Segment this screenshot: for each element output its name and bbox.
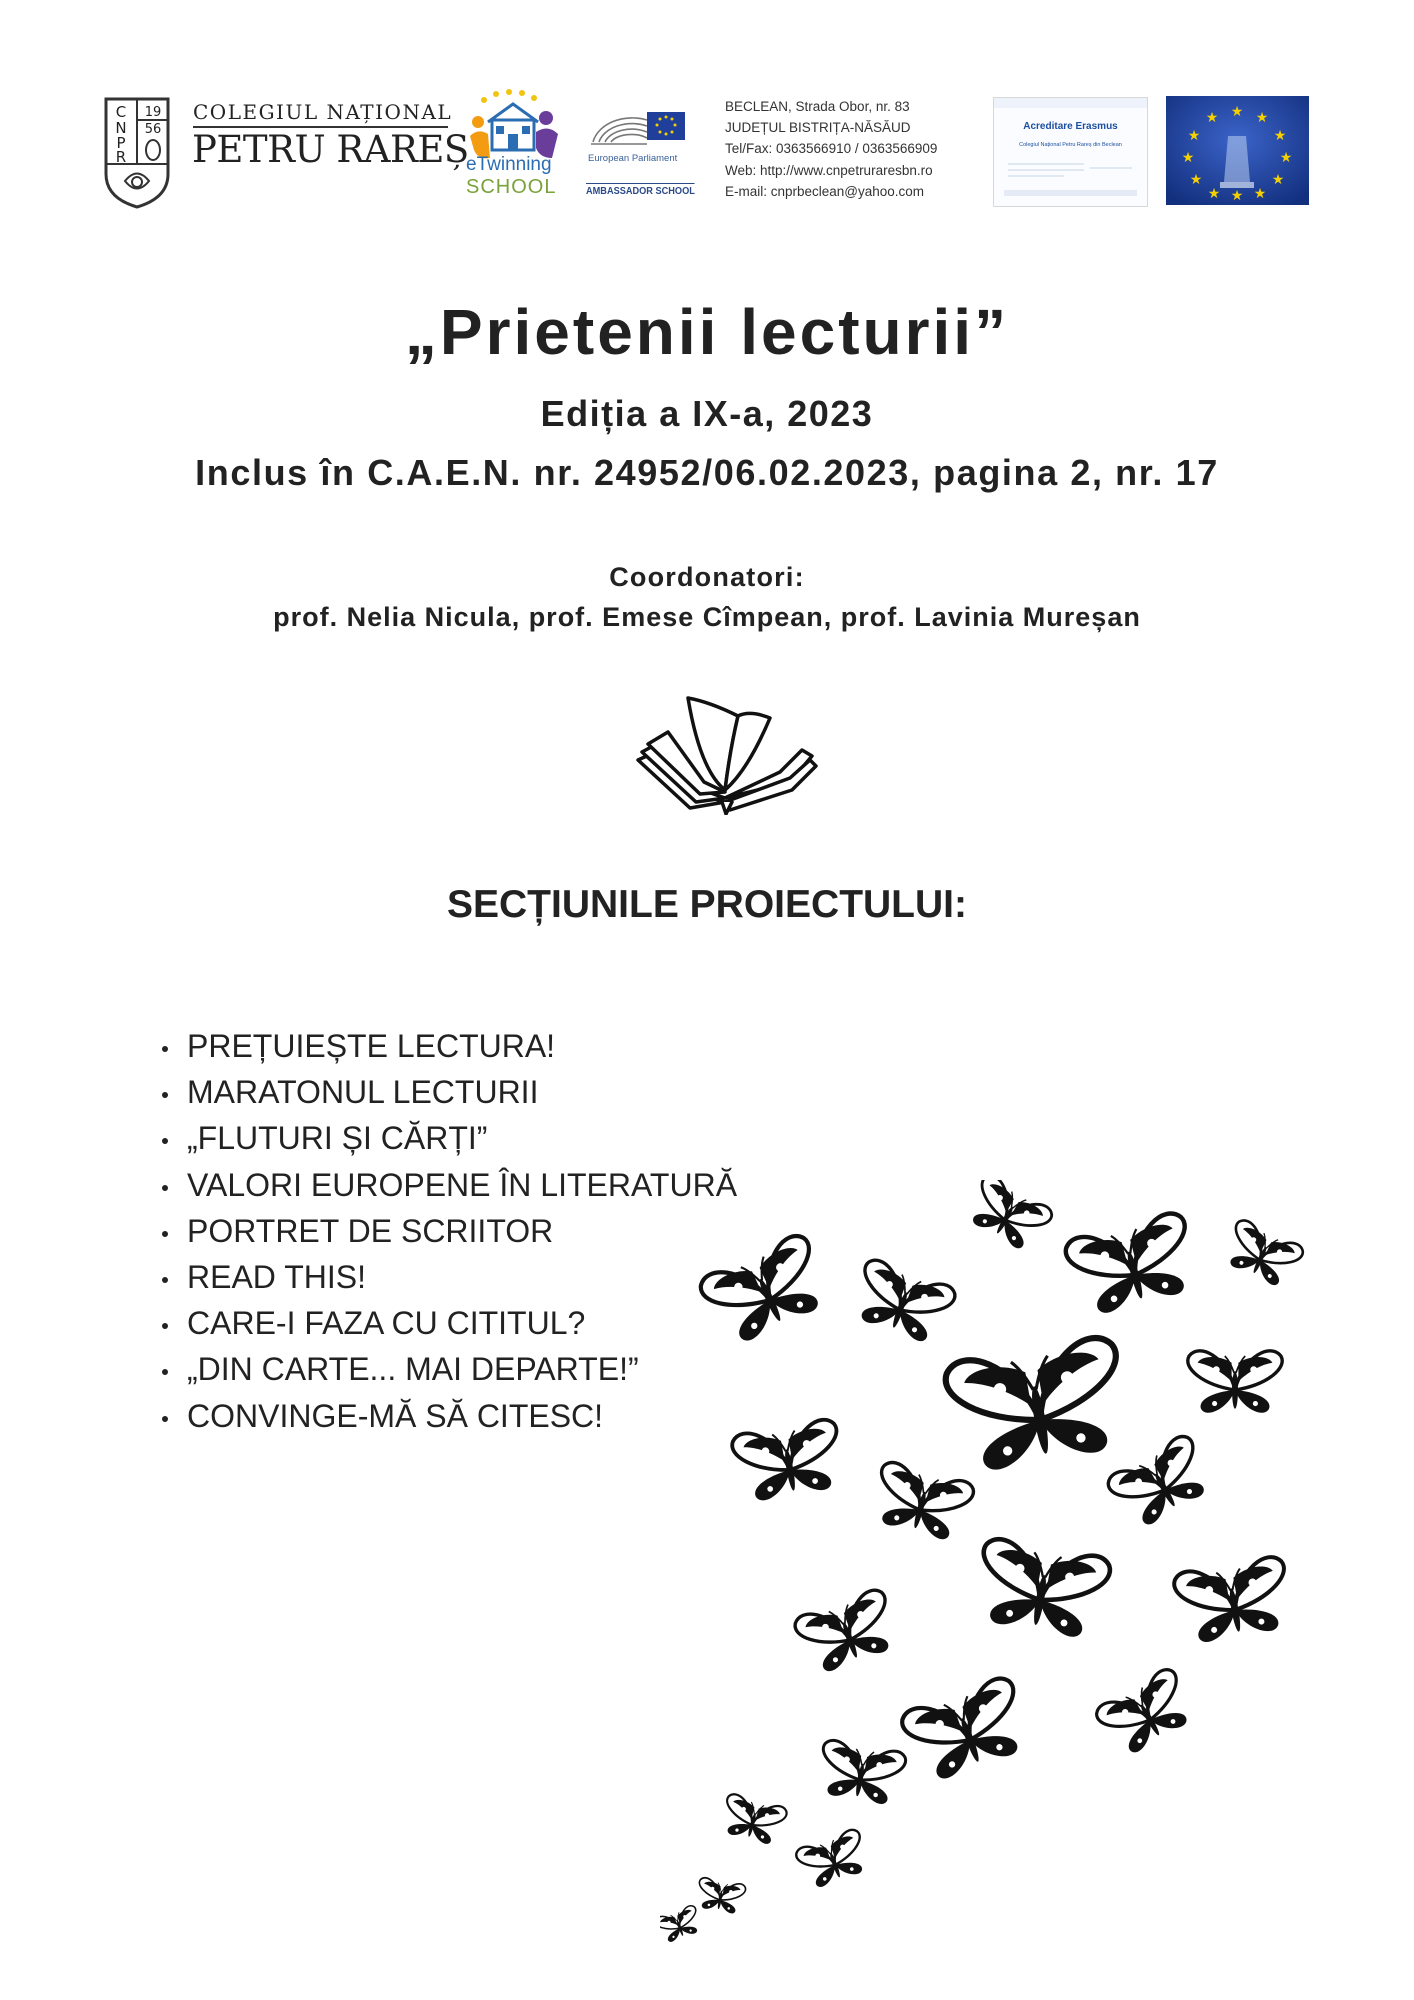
ambassador-school-label: AMBASSADOR SCHOOL bbox=[586, 183, 695, 197]
butterfly-icon bbox=[697, 1231, 835, 1350]
contact-info bbox=[725, 96, 937, 202]
etwinning-label: eTwinning bbox=[466, 154, 552, 175]
svg-text:★: ★ bbox=[1271, 172, 1285, 188]
butterfly-icon bbox=[869, 1460, 976, 1544]
sections-list bbox=[160, 1023, 737, 1439]
page-title: „Prietenii lecturii” bbox=[404, 296, 1010, 368]
contact-phone: Tel/Fax: 0363566910 / 0363566909 bbox=[725, 141, 938, 157]
erasmus-certificate bbox=[993, 97, 1148, 207]
svg-text:P: P bbox=[116, 134, 126, 152]
svg-text:C: C bbox=[115, 103, 127, 121]
caen-line: Inclus în C.A.E.N. nr. 24952/06.02.2023, pagina 2, nr. 17 bbox=[195, 452, 1219, 493]
svg-text:56: 56 bbox=[144, 122, 162, 137]
parliament-icon bbox=[587, 98, 689, 158]
butterfly-icon bbox=[1105, 1432, 1218, 1533]
butterfly-icon bbox=[1172, 1555, 1294, 1646]
eu-flag-icon bbox=[1166, 96, 1309, 205]
open-book-icon bbox=[630, 690, 820, 815]
section-item: CONVINGE-MĂ SĂ CITESC! bbox=[160, 1393, 737, 1439]
contact-web[interactable]: Web: http://www.cnpetruraresbn.ro bbox=[725, 162, 933, 178]
svg-text:★: ★ bbox=[1273, 128, 1287, 144]
certificate-subtitle: Colegiul Național Petru Rareș din Beclean bbox=[1019, 142, 1122, 148]
contact-address: BECLEAN, Strada Obor, nr. 83 bbox=[725, 99, 910, 114]
coordinators-names: prof. Nelia Nicula, prof. Emese Cîmpean, prof. Lavinia Mureșan bbox=[273, 602, 1141, 632]
svg-text:★: ★ bbox=[1253, 186, 1267, 202]
svg-text:★: ★ bbox=[1230, 104, 1244, 120]
butterfly-icon bbox=[899, 1675, 1035, 1787]
svg-text:★: ★ bbox=[1279, 150, 1293, 166]
section-item: CARE-I FAZA CU CITITUL? bbox=[160, 1300, 737, 1346]
certificate-lines bbox=[994, 98, 1147, 206]
svg-text:N: N bbox=[115, 119, 127, 137]
school-crest-icon bbox=[103, 96, 171, 210]
section-item: PORTRET DE SCRIITOR bbox=[160, 1208, 737, 1254]
etwinning-school-label: SCHOOL bbox=[466, 176, 557, 198]
butterfly-icon bbox=[848, 1257, 958, 1348]
section-item: MARATONUL LECTURII bbox=[160, 1069, 737, 1115]
section-item: VALORI EUROPENE ÎN LITERATURĂ bbox=[160, 1162, 737, 1208]
school-name-main: PETRU RAREȘ bbox=[192, 128, 469, 171]
svg-text:19: 19 bbox=[144, 105, 162, 120]
svg-text:★: ★ bbox=[1205, 110, 1219, 126]
butterfly-icon bbox=[660, 1904, 703, 1944]
butterfly-icon bbox=[792, 1587, 902, 1678]
butterfly-icon bbox=[815, 1739, 907, 1807]
sections-title: SECȚIUNILE PROIECTULUI: bbox=[446, 883, 967, 926]
svg-text:★: ★ bbox=[1255, 110, 1269, 126]
school-name-top: COLEGIUL NAȚIONAL bbox=[193, 100, 453, 124]
butterfly-icon bbox=[1063, 1210, 1202, 1319]
section-item: PREȚUIEȘTE LECTURA! bbox=[160, 1023, 737, 1069]
butterfly-icon bbox=[972, 1537, 1112, 1642]
svg-text:R: R bbox=[115, 148, 127, 166]
contact-email[interactable]: E-mail: cnprbeclean@yahoo.com bbox=[725, 183, 925, 199]
contact-county: JUDEȚUL BISTRIȚA-NĂSĂUD bbox=[725, 120, 911, 136]
butterfly-icon bbox=[719, 1793, 788, 1848]
svg-text:★: ★ bbox=[1187, 128, 1201, 144]
butterfly-icon bbox=[1220, 1218, 1305, 1291]
edition-line: Ediția a IX-a, 2023 bbox=[540, 393, 874, 434]
butterfly-icon bbox=[1093, 1666, 1199, 1761]
page-header bbox=[0, 0, 1414, 230]
certificate-title: Acreditare Erasmus bbox=[1023, 121, 1118, 132]
section-item: „DIN CARTE... MAI DEPARTE!” bbox=[160, 1346, 737, 1392]
coordinators-label: Coordonatori: bbox=[609, 562, 805, 592]
svg-text:★: ★ bbox=[1181, 150, 1195, 166]
parliament-label: European Parliament bbox=[588, 153, 678, 164]
section-item: „FLUTURI ȘI CĂRȚI” bbox=[160, 1115, 737, 1161]
svg-text:★: ★ bbox=[1230, 188, 1244, 204]
svg-text:★: ★ bbox=[1189, 172, 1203, 188]
butterfly-icon bbox=[1188, 1351, 1282, 1413]
section-item: READ THIS! bbox=[160, 1254, 737, 1300]
butterfly-icon bbox=[794, 1828, 872, 1892]
butterfly-icon bbox=[695, 1877, 746, 1915]
butterfly-icon bbox=[943, 1335, 1132, 1476]
butterfly-icon bbox=[730, 1418, 846, 1505]
svg-text:★: ★ bbox=[1207, 186, 1221, 202]
butterflies-illustration bbox=[660, 1180, 1360, 1960]
butterfly-icon bbox=[962, 1180, 1055, 1256]
